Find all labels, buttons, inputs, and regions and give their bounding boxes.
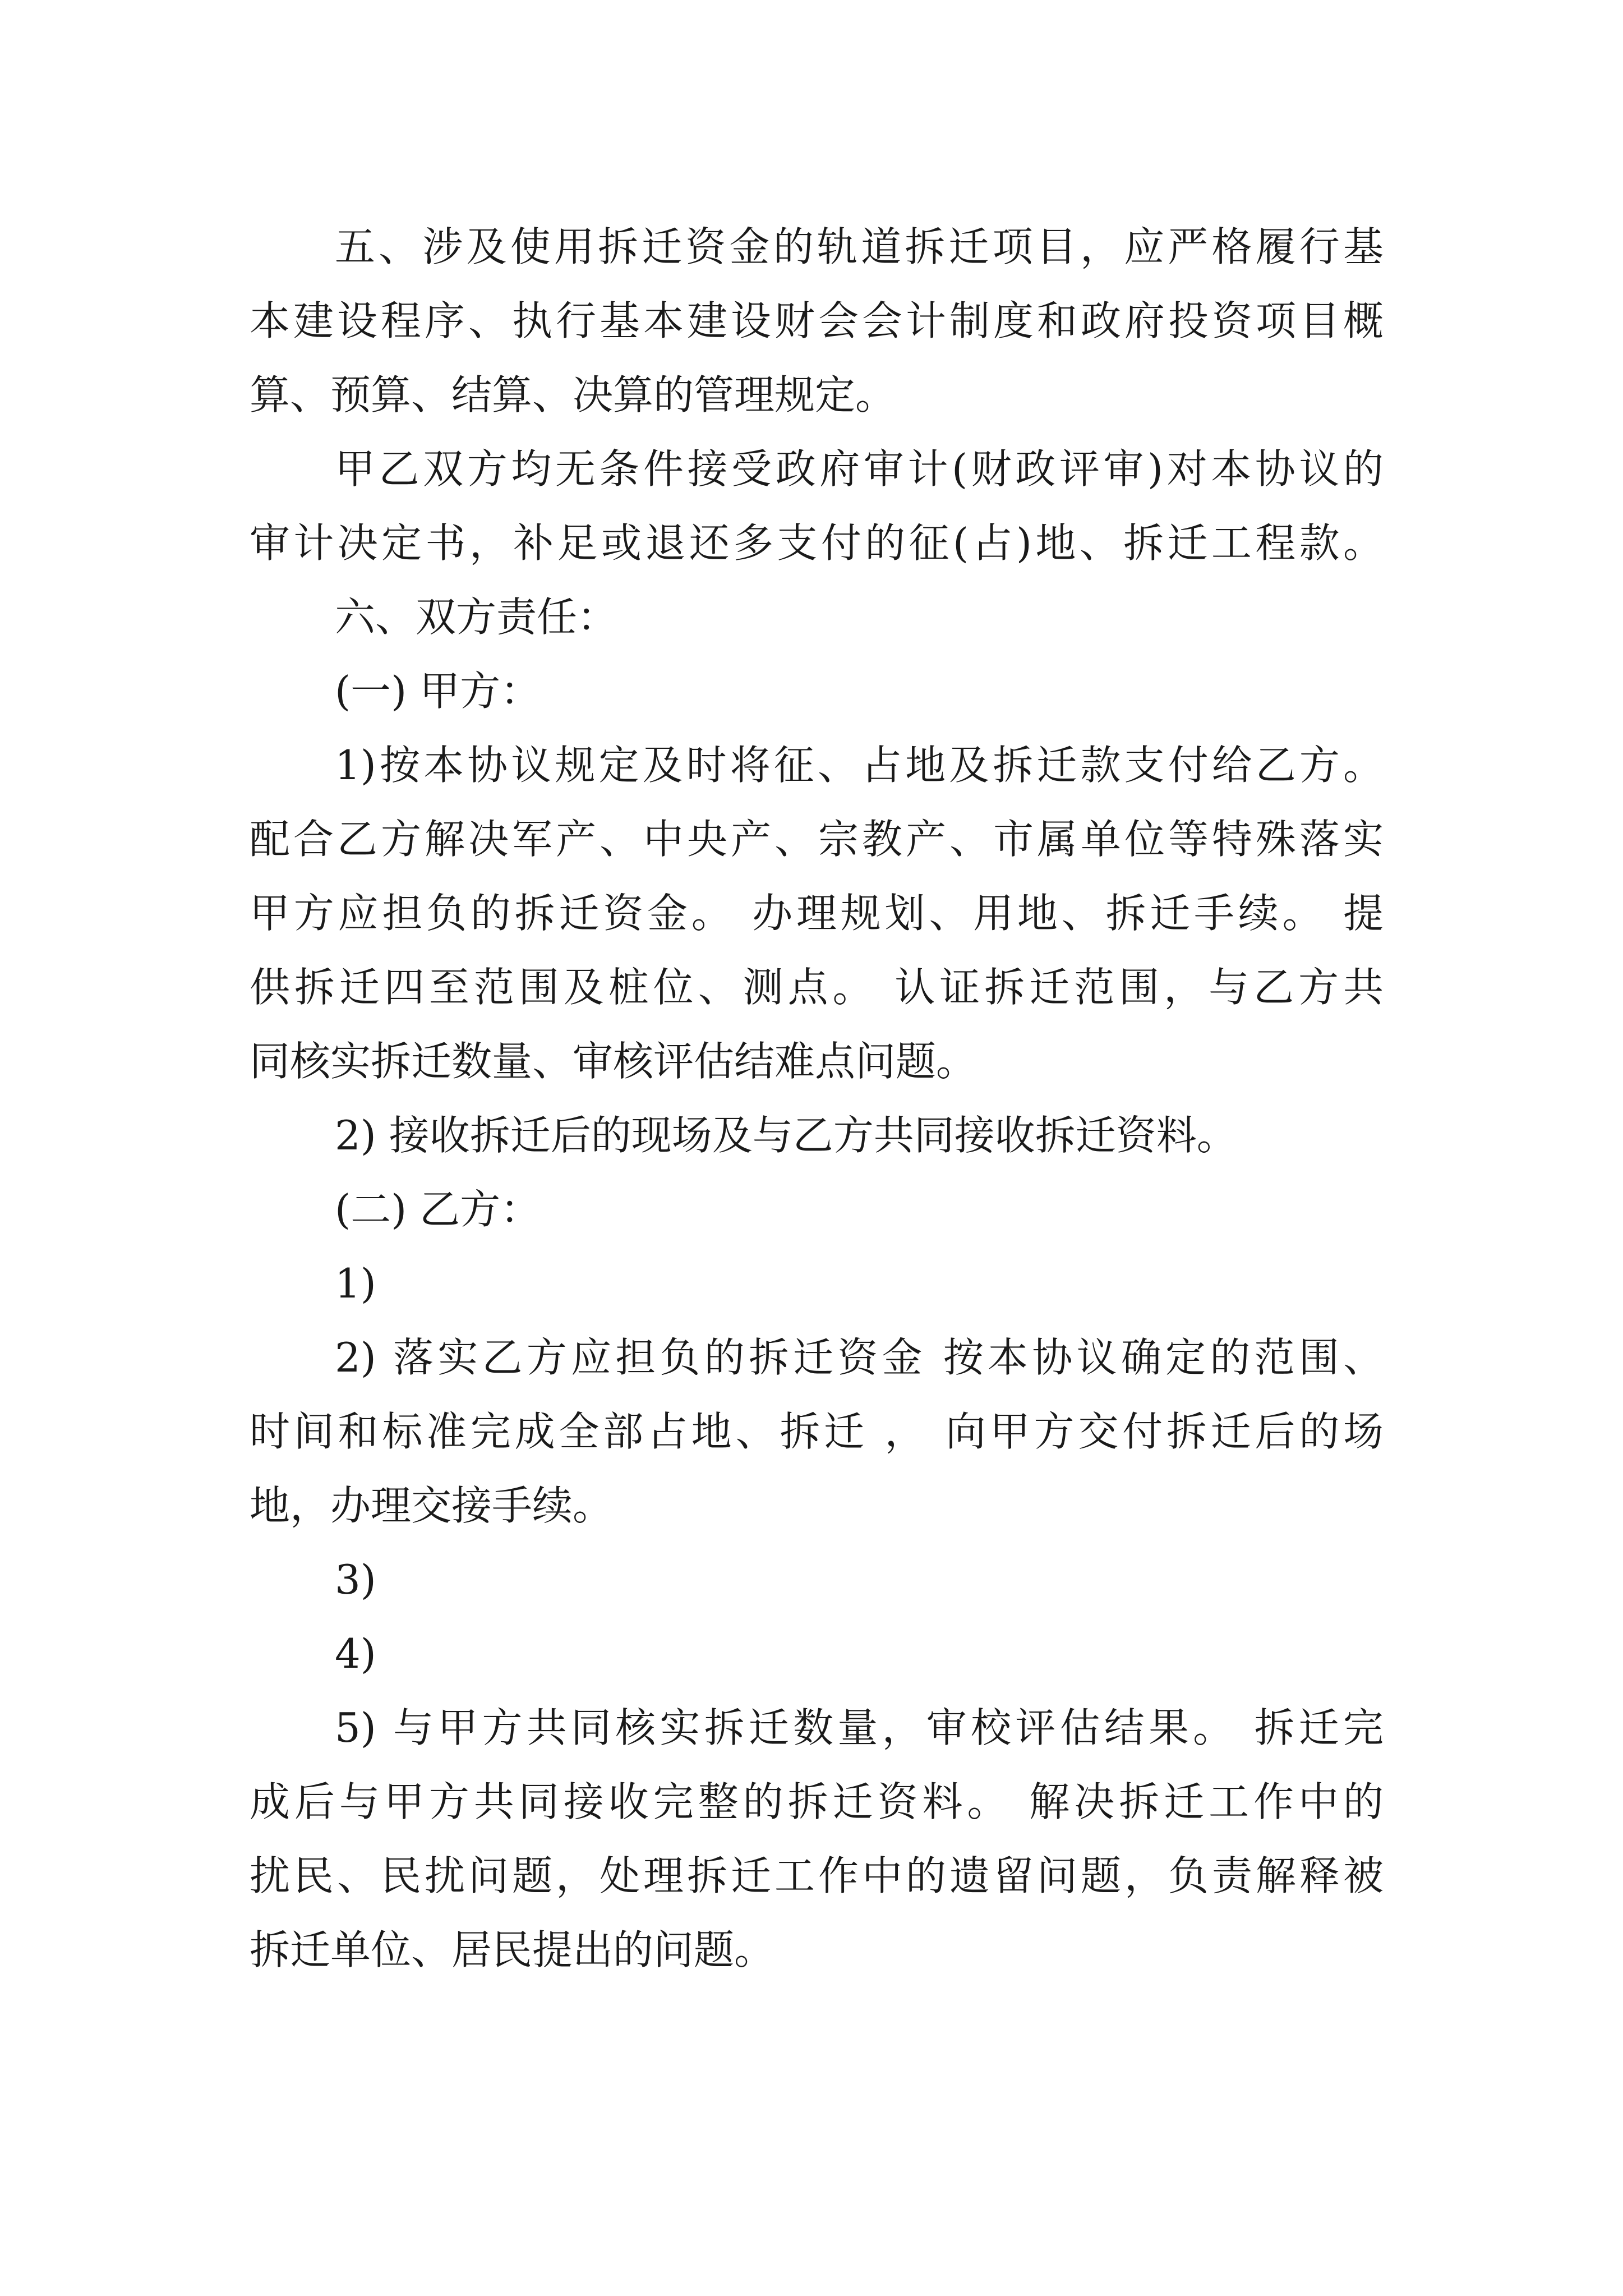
text-line: (一) 甲方：	[335, 668, 541, 715]
text-line: 本建设程序、执行基本建设财会会计制度和政府投资项目概	[250, 297, 1384, 344]
text-line: 扰民、民扰问题，处理拆迁工作中的遗留问题，负责解释被	[250, 1852, 1384, 1899]
text-line: 1)按本协议规定及时将征、占地及拆迁款支付给乙方。	[335, 742, 1384, 789]
text-line: 甲乙双方均无条件接受政府审计(财政评审)对本协议的	[335, 445, 1384, 493]
text-line: 1)	[335, 1260, 376, 1307]
text-line: 时间和标准完成全部占地、拆迁 ， 向甲方交付拆迁后的场	[250, 1408, 1384, 1455]
text-line: 供拆迁四至范围及桩位、测点。 认证拆迁范围，与乙方共	[250, 964, 1384, 1011]
text-line: 五、涉及使用拆迁资金的轨道拆迁项目，应严格履行基	[335, 223, 1384, 270]
text-line: 成后与甲方共同接收完整的拆迁资料。 解决拆迁工作中的	[250, 1778, 1384, 1825]
text-line: 配合乙方解决军产、中央产、宗教产、市属单位等特殊落实	[250, 816, 1384, 863]
text-line: 3)	[335, 1556, 376, 1603]
text-line: 审计决定书，补足或退还多支付的征(占)地、拆迁工程款。	[250, 519, 1384, 567]
text-line: 拆迁单位、居民提出的问题。	[250, 1926, 775, 1973]
text-line: (二) 乙方：	[335, 1186, 541, 1233]
text-line: 同核实拆迁数量、审核评估结难点问题。	[250, 1038, 977, 1085]
text-line: 2) 落实乙方应担负的拆迁资金 按本协议确定的范围、	[335, 1334, 1384, 1381]
text-line: 4)	[335, 1630, 376, 1677]
text-line: 5) 与甲方共同核实拆迁数量，审校评估结果。 拆迁完	[335, 1704, 1384, 1751]
text-line: 2) 接收拆迁后的现场及与乙方共同接收拆迁资料。	[335, 1112, 1237, 1159]
text-line: 六、双方责任：	[335, 593, 618, 641]
text-line: 算、预算、结算、决算的管理规定。	[250, 371, 896, 418]
text-line: 地，办理交接手续。	[250, 1482, 614, 1529]
text-line: 甲方应担负的拆迁资金。 办理规划、用地、拆迁手续。 提	[250, 890, 1384, 937]
